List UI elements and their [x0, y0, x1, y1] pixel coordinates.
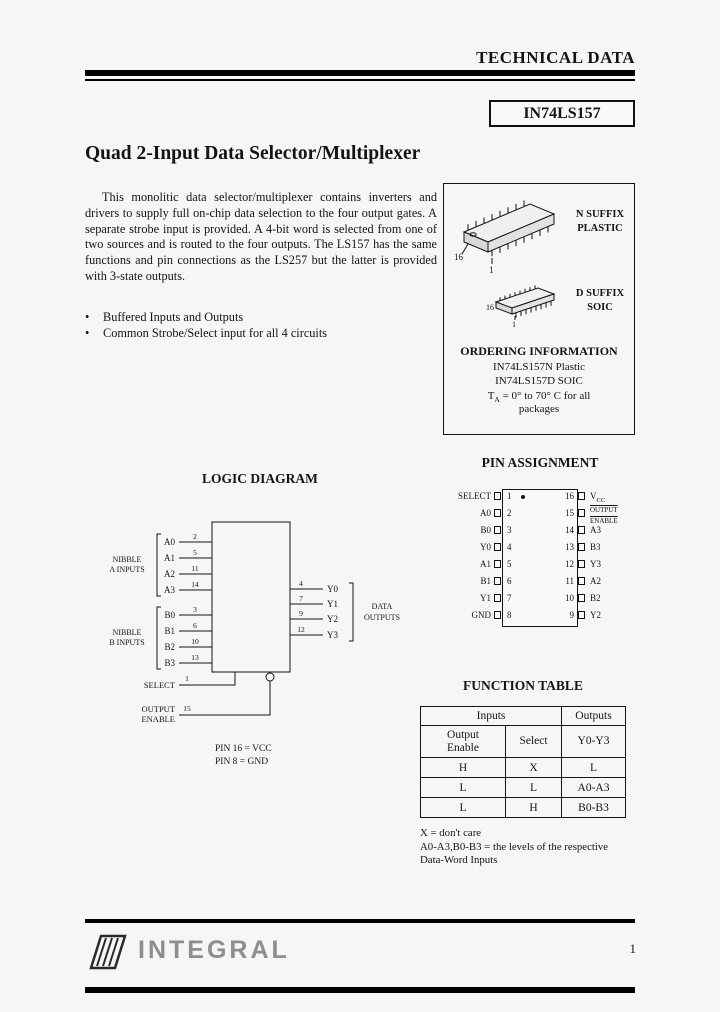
d-suffix-line1: D SUFFIX [575, 288, 625, 299]
soic-package-drawing [486, 280, 566, 328]
pin-label-vcc [590, 491, 638, 506]
output-enable-line1: OUTPUT [590, 506, 618, 514]
outputs-header-cell: Outputs [562, 707, 626, 726]
pin-stub [494, 611, 501, 619]
select-pin: 1 [185, 674, 189, 683]
a2-pin: 11 [191, 564, 199, 573]
output-enable-label-line2: ENABLE [141, 714, 175, 724]
vcc-sub: CC [596, 496, 606, 504]
pin-stub [578, 560, 585, 568]
pin1-dot [521, 495, 525, 499]
table-cell: L [562, 758, 626, 778]
y-outputs-header-cell: Y0-Y3 [562, 726, 626, 758]
bullet-text: Common Strobe/Select input for all 4 circuits [103, 326, 328, 340]
output-enable-header-cell [421, 726, 506, 758]
y0-pin: 4 [299, 579, 303, 588]
soic-pin16-label: 16 [486, 303, 494, 312]
y0-label: Y0 [327, 584, 338, 594]
bullet-icon: • [85, 326, 90, 340]
bullet-text: Buffered Inputs and Outputs [103, 310, 244, 324]
part-number: IN74LS157 [523, 105, 601, 122]
pin-number: 8 [507, 610, 512, 620]
pin-label: A1 [480, 559, 491, 569]
pin-label: Y2 [590, 610, 601, 620]
description-paragraph: This monolitic data selector/multiplexer contains inverters and drivers to supply full on-chip data selection to the four output gates. A separate strobe input is provided. A 4-bit word is selected from one of two sources and is routed to the four outputs. The LS157 has the same functions and pin connections as the LS257 but the latter is provided with 3-state outputs. [85, 190, 437, 283]
output-group-bracket [349, 583, 353, 641]
pin-label: B2 [590, 593, 601, 603]
bullet-item [85, 326, 327, 341]
pin-number: 1 [507, 491, 512, 501]
ordering-line-plastic: IN74LS157N Plastic [493, 361, 585, 373]
pin-stub [494, 594, 501, 602]
pin-label: GND [471, 610, 491, 620]
temp-symbol-sub: A [494, 395, 500, 405]
package-info-box [443, 183, 635, 435]
temp-text: = 0° to 70° C for all [499, 390, 591, 402]
b-group-label-line1: NIBBLE [112, 628, 142, 637]
table-note-1: X = don't care [420, 827, 482, 839]
pin-number: 12 [565, 559, 574, 569]
b3-label: B3 [164, 658, 175, 668]
b3-pin: 13 [191, 653, 199, 662]
a0-pin: 2 [193, 532, 197, 541]
pin-number: 14 [565, 525, 574, 535]
b-group-bracket [157, 607, 161, 669]
b2-label: B2 [164, 642, 175, 652]
pin-label: Y1 [480, 593, 491, 603]
vcc-base: V [590, 491, 597, 501]
pin-number: 11 [565, 576, 574, 586]
inputs-header-cell: Inputs [421, 707, 562, 726]
y1-label: Y1 [327, 599, 338, 609]
dip-pin1-label: 1 [489, 265, 494, 275]
bullet-icon: • [85, 310, 90, 324]
table-cell: L [421, 778, 506, 798]
a1-pin: 5 [193, 548, 197, 557]
brand-name: INTEGRAL [138, 936, 290, 964]
ordering-line-soic: IN74LS157D SOIC [495, 375, 583, 387]
bullet-item [85, 310, 243, 325]
top-rule-thick [85, 70, 635, 76]
pin-stub [578, 492, 585, 500]
y3-pin: 12 [297, 625, 305, 634]
gnd-note: PIN 8 = GND [215, 757, 269, 767]
pin-stub [578, 526, 585, 534]
output-enable-label-line1: OUTPUT [141, 704, 175, 714]
pin-number: 15 [565, 508, 574, 518]
header-label: TECHNICAL DATA [476, 48, 635, 67]
function-table-title: FUNCTION TABLE [463, 678, 583, 693]
soic-pin1-label: 1 [512, 320, 516, 329]
y3-label: Y3 [327, 630, 338, 640]
b1-pin: 6 [193, 621, 197, 630]
table-cell: H [421, 758, 506, 778]
table-cell: H [506, 798, 562, 818]
pin-stub [578, 577, 585, 585]
pin-label: A2 [590, 576, 601, 586]
b2-pin: 10 [191, 637, 199, 646]
pin-stub [494, 492, 501, 500]
output-lines [290, 589, 323, 635]
output-enable-header-line2: Enable [447, 741, 479, 754]
temperature-range-line2: packages [518, 403, 560, 415]
pin-number: 10 [565, 593, 574, 603]
bottom-rule [85, 987, 635, 993]
n-suffix-line2: PLASTIC [577, 223, 623, 234]
logic-block [212, 522, 290, 672]
output-enable-line2: ENABLE [590, 517, 618, 525]
output-enable-line [179, 681, 270, 715]
pin-number: 6 [507, 576, 512, 586]
inverter-bubble-icon [266, 673, 274, 681]
pin-label: Y3 [590, 559, 601, 569]
ordering-information-title: ORDERING INFORMATION [460, 344, 618, 358]
pin-label: A0 [480, 508, 491, 518]
pin-stub [578, 509, 585, 517]
b0-pin: 3 [193, 605, 197, 614]
pin-stub [578, 594, 585, 602]
output-enable-header-line1: Output [447, 728, 479, 741]
part-number-box [489, 100, 635, 127]
pin-stub [494, 577, 501, 585]
pin-label-output-enable [590, 505, 638, 527]
dip-pin16-label: 16 [454, 252, 463, 262]
pin-number: 9 [569, 610, 574, 620]
table-cell: X [506, 758, 562, 778]
pin-stub [494, 543, 501, 551]
y2-label: Y2 [327, 614, 338, 624]
vcc-note: PIN 16 = VCC [215, 744, 272, 754]
footer-rule-top [85, 919, 635, 923]
pin-stub [578, 611, 585, 619]
dip-package-drawing [452, 190, 572, 275]
output-enable-pin: 15 [183, 704, 191, 713]
logic-diagram [95, 500, 425, 772]
pin-label: B3 [590, 542, 601, 552]
logic-diagram-title: LOGIC DIAGRAM [202, 471, 318, 486]
b0-label: B0 [164, 610, 175, 620]
pin-stub [578, 543, 585, 551]
pin-assignment-diagram [445, 487, 635, 637]
pin-number: 3 [507, 525, 512, 535]
d-suffix-label [568, 287, 632, 315]
select-label: SELECT [143, 680, 175, 690]
y1-pin: 7 [299, 594, 303, 603]
pin-stub [494, 509, 501, 517]
a2-label: A2 [164, 569, 175, 579]
n-suffix-line1: N SUFFIX [575, 209, 625, 220]
a3-pin: 14 [191, 580, 199, 589]
pin-label: Y0 [480, 542, 491, 552]
pin-stub [494, 526, 501, 534]
pin-label: B0 [480, 525, 491, 535]
a3-label: A3 [164, 585, 175, 595]
a0-label: A0 [164, 537, 175, 547]
pin-label: SELECT [458, 491, 491, 501]
table-cell: A0-A3 [562, 778, 626, 798]
pin-number: 13 [565, 542, 574, 552]
integral-logo-icon [85, 930, 131, 974]
pin-assignment-title: PIN ASSIGNMENT [481, 455, 599, 470]
n-suffix-label [568, 208, 632, 236]
output-group-label-line2: OUTPUTS [363, 613, 401, 622]
temp-symbol: T [487, 390, 495, 402]
pin-number: 2 [507, 508, 512, 518]
a1-label: A1 [164, 553, 175, 563]
pin-label: A3 [590, 525, 601, 535]
table-cell: L [506, 778, 562, 798]
pin-stub [494, 560, 501, 568]
a-group-label-line1: NIBBLE [112, 555, 142, 564]
page-title: Quad 2-Input Data Selector/Multiplexer [85, 143, 421, 164]
output-group-label-line1: DATA [371, 602, 393, 611]
table-note-2: A0-A3,B0-B3 = the levels of the respective [420, 841, 609, 853]
table-cell: B0-B3 [562, 798, 626, 818]
d-suffix-line2: SOIC [587, 302, 613, 313]
function-table [420, 706, 626, 818]
pin-number: 5 [507, 559, 512, 569]
b1-label: B1 [164, 626, 175, 636]
pin-number: 16 [565, 491, 574, 501]
select-header-cell: Select [506, 726, 562, 758]
top-rule-thin [85, 79, 635, 81]
b-group-label-line2: B INPUTS [109, 638, 145, 647]
a-group-label-line2: A INPUTS [109, 565, 145, 574]
pin-label: B1 [480, 576, 491, 586]
pin-number: 7 [507, 593, 512, 603]
a-group-bracket [157, 534, 161, 596]
page-number: 1 [629, 941, 636, 956]
pin-number: 4 [507, 542, 512, 552]
table-note-3: Data-Word Inputs [420, 854, 498, 866]
y2-pin: 9 [299, 609, 303, 618]
table-cell: L [421, 798, 506, 818]
